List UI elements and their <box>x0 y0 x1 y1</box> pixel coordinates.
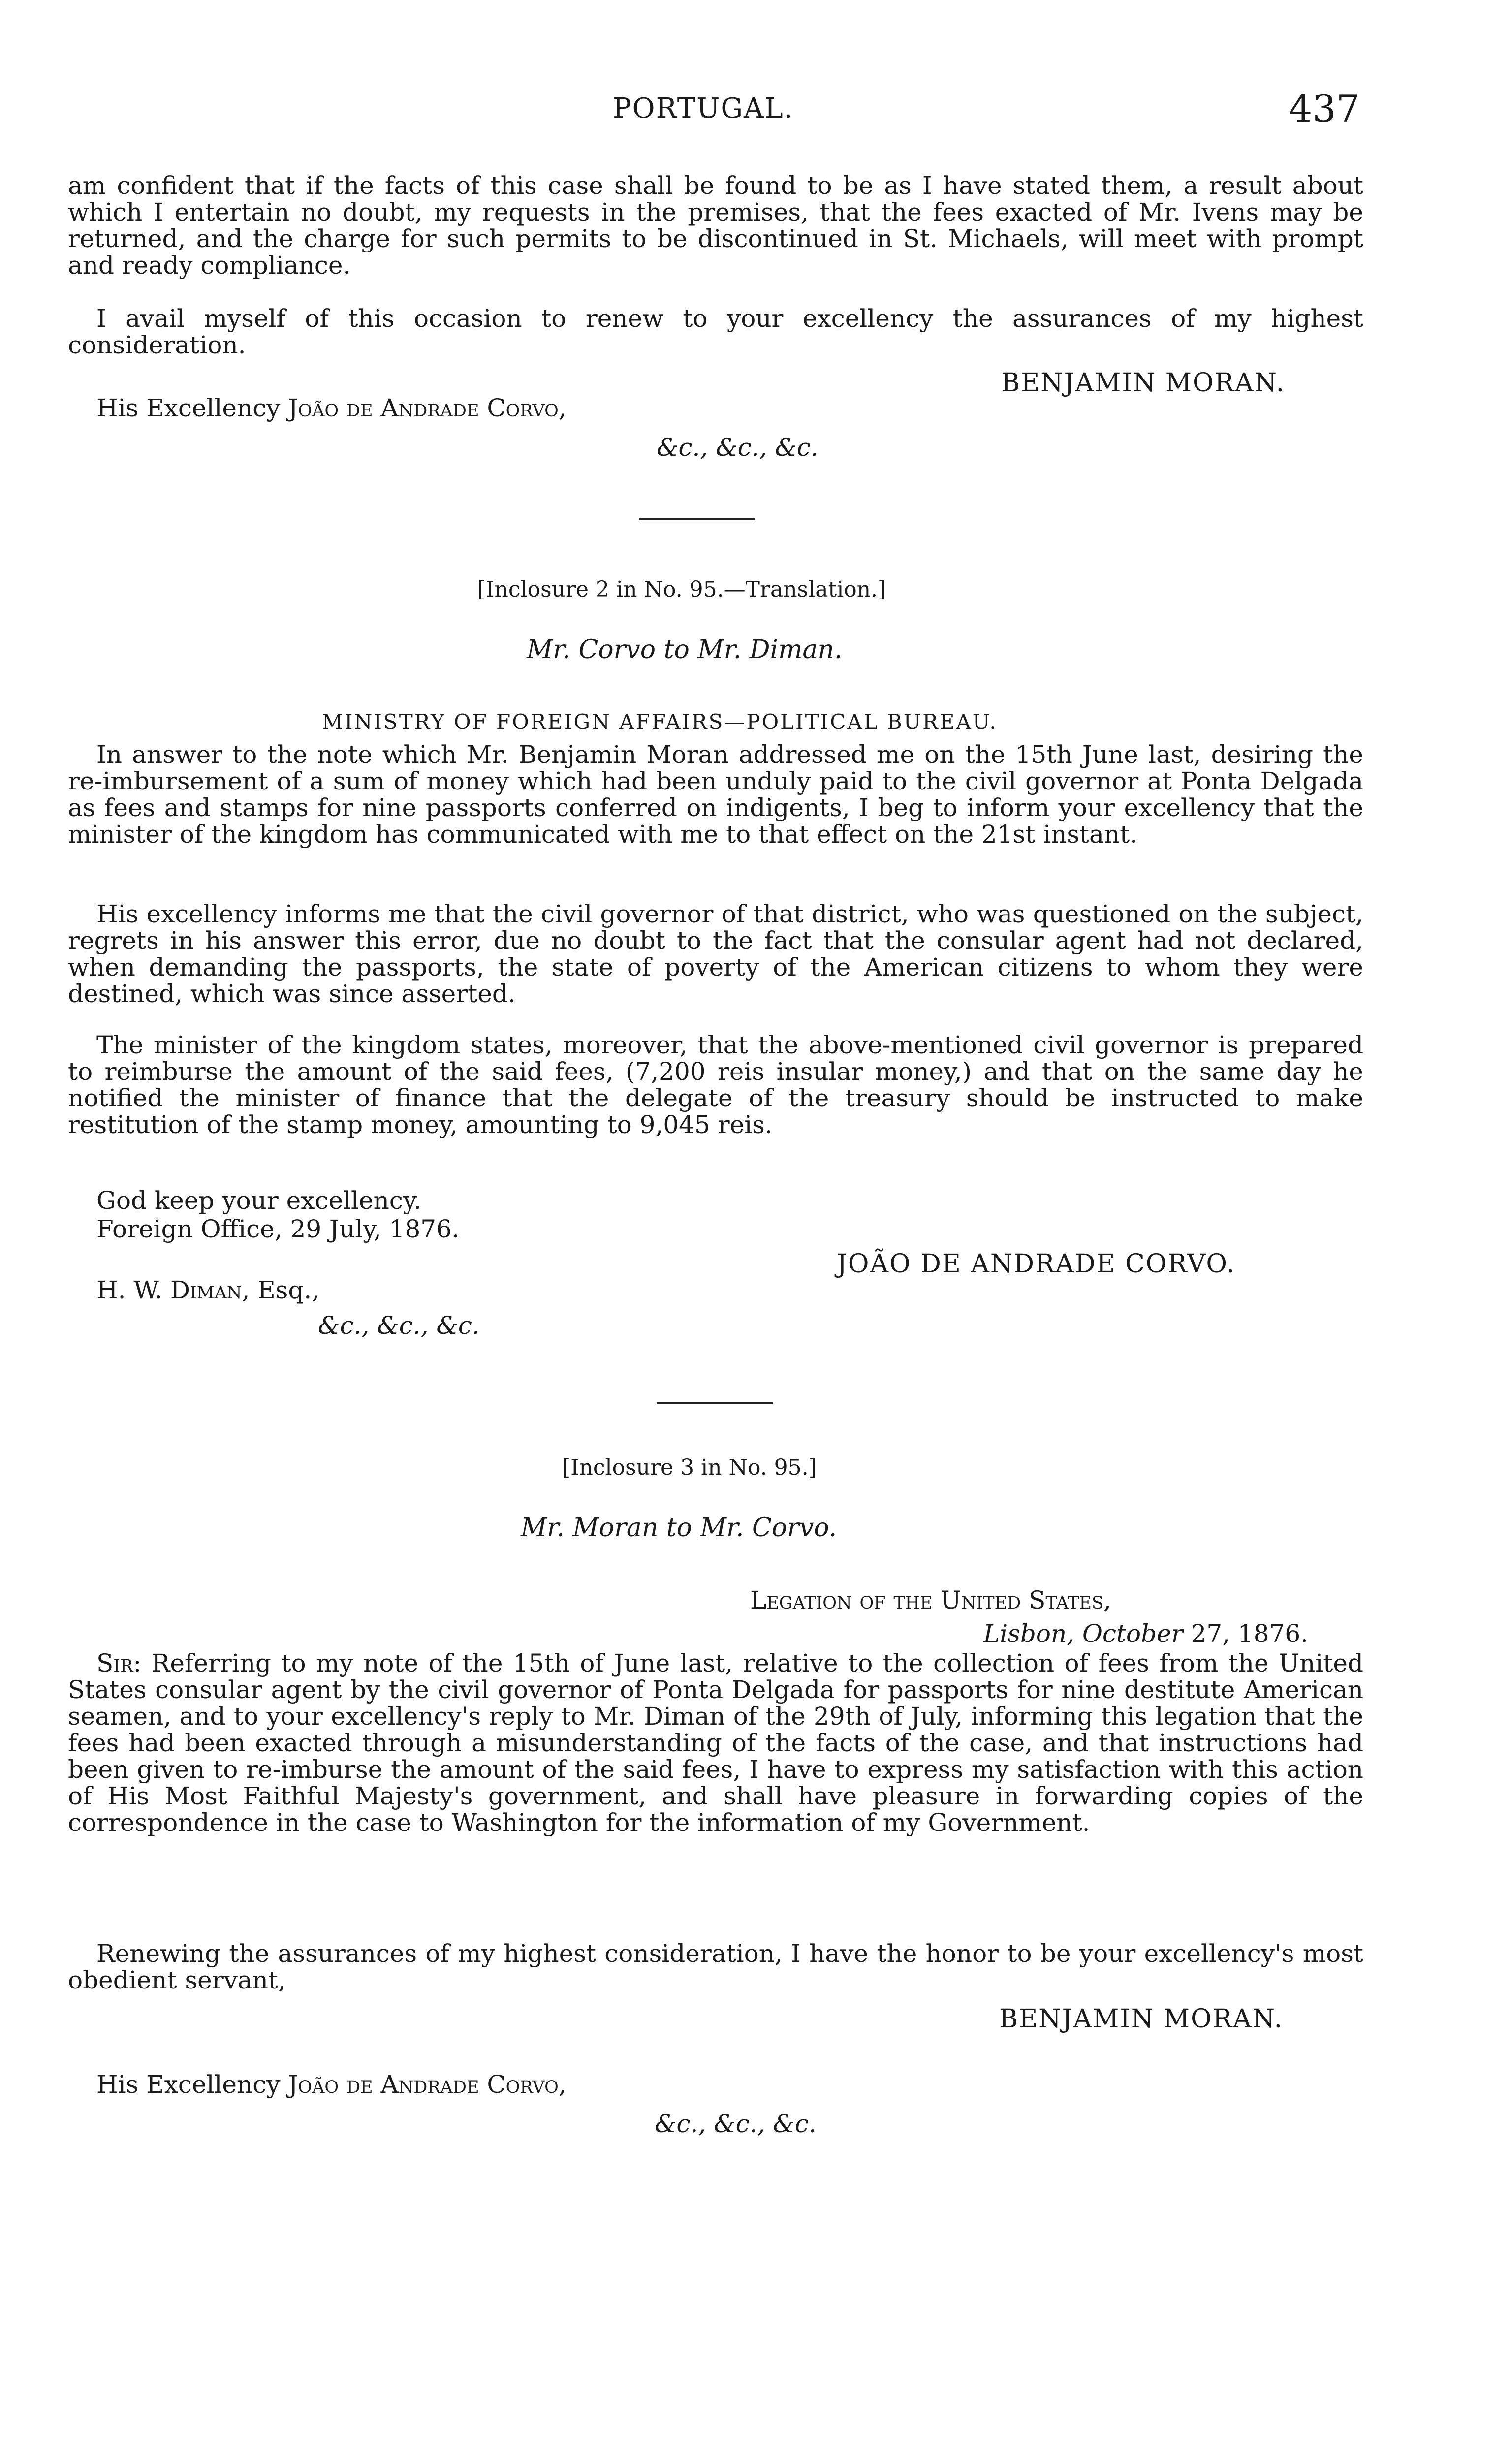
signature-joao-de-andrade-corvo: JOÃO DE ANDRADE CORVO. <box>837 1249 1236 1279</box>
signature-benjamin-moran: BENJAMIN MORAN. <box>1001 368 1286 398</box>
page-number: 437 <box>1289 87 1360 130</box>
letter-closing-paragraph: I avail myself of this occasion to renew to your excellency the assurances of my highest consideration. <box>68 304 1363 359</box>
inclosure3-heading: [Inclosure 3 in No. 95.] <box>562 1455 817 1480</box>
inclosure3-paragraph-2: Renewing the assurances of my highest consideration, I have the honor to be your excellency's most obedient servant, <box>68 1939 1363 1994</box>
inclosure3-title: Mr. Moran to Mr. Corvo. <box>521 1513 837 1543</box>
addressee-line: His Excellency João de Andrade Corvo, <box>96 394 567 422</box>
letter-continuation-paragraph: am confident that if the facts of this case shall be found to be as I have stated them, a result about which I entertain no doubt, my requests in the premises, that the fees exacted of Mr. Ivens may be returned, and the charge for such permits to be discontinued in St. Michaels, will meet with prompt and ready compliance. <box>68 171 1363 280</box>
inclosure2-title: Mr. Corvo to Mr. Diman. <box>527 635 843 664</box>
inclosure2-date-line: Foreign Office, 29 July, 1876. <box>96 1215 460 1243</box>
inclosure2-closing: God keep your excellency. <box>96 1186 422 1215</box>
inclosure3-legation: Legation of the United States, <box>750 1586 1111 1614</box>
inclosure2-paragraph-2: His excellency informs me that the civil governor of that district, who was questioned on the subject, regrets in his answer this error, due no doubt to the fact that the consular agent had not declared, when demanding the passports, the state of poverty of the American citizens to whom they were destined, which was since asserted. <box>68 900 1363 1008</box>
section-divider <box>639 518 755 520</box>
page-header-title: PORTUGAL. <box>613 93 794 125</box>
inclosure2-paragraph-1: In answer to the note which Mr. Benjamin Moran addressed me on the 15th June last, desiring the re-imbursement of a sum of money which had been unduly paid to the civil governor at Ponta Delgada as fees and stamps for nine passports conferred on indigents, I beg to inform your excellency that the minister of the kingdom has communicated with me to that effect on the 21st instant. <box>68 740 1363 849</box>
inclosure3-place-date: Lisbon, October 27, 1876. <box>983 1619 1309 1648</box>
inclosure2-addressee-etc: &c., &c., &c. <box>318 1311 480 1340</box>
inclosure2-office: MINISTRY OF FOREIGN AFFAIRS—POLITICAL BUREAU. <box>322 710 998 734</box>
section-divider <box>657 1402 773 1404</box>
inclosure2-heading: [Inclosure 2 in No. 95.—Translation.] <box>477 577 886 602</box>
inclosure3-addressee-etc: &c., &c., &c. <box>655 2110 817 2138</box>
inclosure2-addressee: H. W. Diman, Esq., <box>96 1276 320 1304</box>
signature-benjamin-moran: BENJAMIN MORAN. <box>999 2004 1284 2034</box>
inclosure2-paragraph-3: The minister of the kingdom states, moreover, that the above-mentioned civil governor is prepared to reimburse the amount of the said fees, (7,200 reis insular money,) and that on the same day he notified the minister of finance that the delegate of the treasury should be instructed to make restitution of the stamp money, amounting to 9,045 reis. <box>68 1031 1363 1139</box>
inclosure3-addressee: His Excellency João de Andrade Corvo, <box>96 2070 567 2099</box>
addressee-etc: &c., &c., &c. <box>657 433 819 462</box>
inclosure3-paragraph-1: Sir: Referring to my note of the 15th of June last, relative to the collection of fees from the United States consular agent by the civil governor of Ponta Delgada for passports for nine destitute American seamen, and to your excellency's reply to Mr. Diman of the 29th of July, informing this legation that the fees had been exacted through a misunderstanding of the facts of the case, and that instructions had been given to re-imburse the amount of the said fees, I have to express my satisfaction with this action of His Most Faithful Majesty's government, and shall have pleasure in forwarding copies of the correspondence in the case to Washington for the information of my Government. <box>68 1649 1363 1837</box>
